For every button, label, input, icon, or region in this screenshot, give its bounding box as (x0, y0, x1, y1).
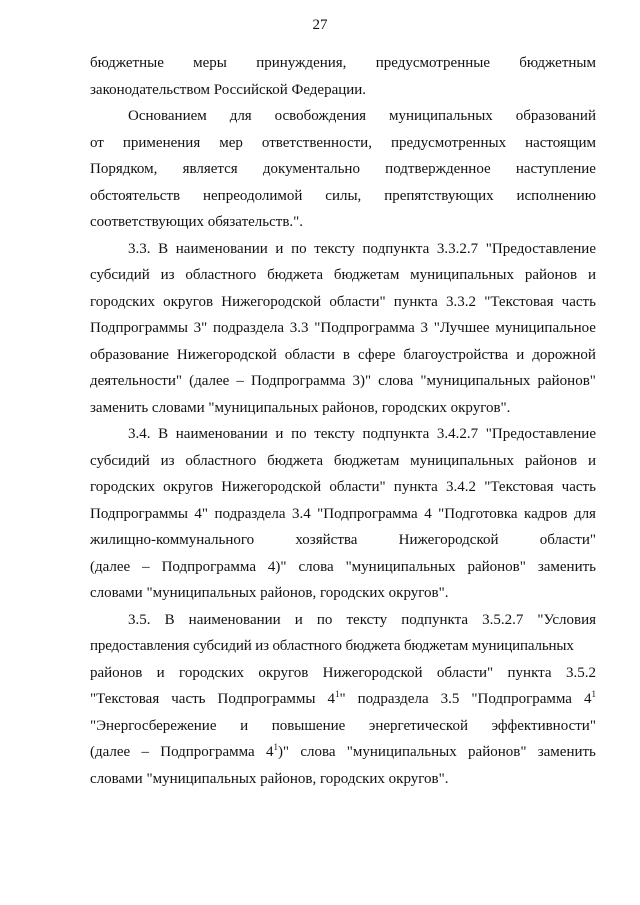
word: применения (122, 134, 201, 151)
word: "Предоставление (485, 426, 596, 442)
text-line: законодательством Российской Федерации. (90, 81, 367, 98)
word: области" (436, 664, 494, 681)
word: тексту (314, 240, 355, 257)
word: городских (90, 479, 155, 495)
word: "Энергосбережение (90, 717, 217, 734)
word: 3.4 (291, 505, 311, 522)
word: исполнению (516, 187, 596, 204)
word: округов (163, 293, 214, 310)
word: слова (378, 373, 414, 389)
word: энергетической (368, 717, 468, 734)
word: подраздела (357, 691, 429, 707)
word: В (158, 240, 169, 257)
word: и (587, 452, 596, 469)
word: области" (539, 532, 596, 548)
word: Подпрограмма (250, 373, 346, 389)
word: 3.3 (289, 320, 309, 336)
word: бюджетные (90, 55, 164, 71)
word: часть (171, 691, 206, 707)
word: районов" (468, 744, 527, 760)
word: $4^1$" (327, 689, 346, 707)
word: (далее (189, 373, 230, 389)
word: бюджета (267, 267, 324, 283)
word: (далее (90, 558, 131, 575)
word: тексту (346, 611, 388, 628)
word: В (164, 611, 175, 628)
word: и (275, 240, 284, 257)
word: Нижегородской (176, 346, 277, 363)
word: часть (561, 479, 596, 495)
word: обстоятельств (90, 187, 181, 204)
word: 3.4. (128, 426, 151, 442)
word: "Текстовая (484, 479, 554, 495)
word: бюджетам (333, 452, 400, 469)
word: областного (185, 267, 257, 283)
word: эффективности" (491, 717, 596, 734)
word: хозяйства (295, 532, 358, 548)
word: наступление (515, 161, 596, 177)
word: "муниципальных (345, 558, 456, 575)
word: часть (561, 293, 596, 310)
word: бюджетам (333, 267, 400, 283)
word: области (284, 346, 335, 363)
word: 3.3. (128, 240, 151, 257)
word: подраздела (213, 320, 285, 336)
text-line: словами "муниципальных районов, городских округов". (90, 585, 449, 601)
text-line (90, 130, 596, 157)
word: 3.4.2 (446, 479, 477, 495)
word: пункта (507, 664, 552, 681)
word: "муниципальных (346, 744, 457, 760)
word: и (275, 426, 284, 442)
text-line (90, 686, 596, 713)
word: Порядком, (90, 161, 158, 177)
text-line (90, 739, 596, 766)
text-line (90, 236, 596, 263)
word: силы, (325, 187, 362, 204)
word: муниципальное (495, 320, 596, 336)
word: и (294, 611, 303, 628)
word: – (141, 744, 149, 760)
word: 3.5 (440, 691, 460, 707)
word: предусмотренные (375, 55, 490, 71)
word: муниципальных (410, 452, 514, 469)
word: Подпрограмма (161, 558, 256, 575)
word: "Предоставление (485, 240, 596, 257)
word: областного (185, 452, 257, 469)
text-line (90, 607, 596, 634)
word: предусмотренных (390, 134, 507, 151)
word: муниципальных (410, 267, 514, 283)
word: 4)" (267, 558, 287, 575)
word: заменить (537, 744, 596, 760)
word: в (342, 346, 351, 363)
word: образований (515, 108, 596, 124)
word: кадров (524, 505, 568, 522)
word: по (291, 426, 307, 442)
word: Нижегородской (221, 479, 322, 495)
text-line (90, 262, 596, 289)
word: бюджетным (519, 55, 596, 71)
word: подпункта (362, 240, 430, 257)
word: по (316, 611, 333, 628)
word: от (90, 134, 104, 151)
word: и (587, 267, 596, 283)
word: подтвержденное (385, 161, 491, 177)
word: "Подпрограмма (471, 691, 572, 707)
text-line (90, 474, 596, 501)
word: для (573, 505, 596, 522)
word: 3 (420, 320, 429, 336)
word: 3)" (352, 373, 372, 389)
word: 3.5.2.7 (482, 611, 524, 628)
text-line: предоставления субсидий из областного бюджета бюджетам муниципальных (90, 638, 574, 654)
word: 3.3.2.7 (436, 240, 479, 257)
word: Подпрограмма (160, 744, 255, 760)
word: 4 (424, 505, 432, 522)
word: из (160, 267, 175, 283)
document-body (90, 50, 596, 792)
word: городских (179, 664, 244, 681)
text-line (90, 315, 596, 342)
word: районов (524, 452, 578, 469)
text-line (90, 342, 596, 369)
word: "Условия (537, 611, 596, 628)
word: $4^1$)" (265, 742, 290, 760)
word: слова (300, 744, 336, 760)
word: сфере (358, 346, 396, 363)
word: подраздела (214, 505, 286, 522)
word: Нижегородской (221, 293, 322, 310)
word: муниципальных (388, 108, 493, 124)
word: субсидий (90, 267, 150, 283)
text-line: соответствующих обязательств.". (90, 214, 304, 230)
text-line: заменить словами "муниципальных районов, городских округов". (90, 399, 511, 416)
word: для (229, 108, 252, 124)
word: пункта (393, 293, 438, 310)
word: "Подпрограмма (317, 505, 418, 522)
word: ответственности, (261, 134, 372, 151)
word: Подпрограммы (90, 505, 188, 522)
word: пункта (393, 479, 438, 495)
word: "Лучшее (433, 320, 490, 336)
text-line (90, 156, 596, 183)
word: тексту (314, 426, 355, 442)
word: является (182, 161, 238, 177)
word: Нижегородской (398, 532, 499, 548)
word: (далее (90, 744, 131, 760)
text-line (90, 554, 596, 581)
text-line (90, 50, 596, 77)
text-line (90, 368, 596, 395)
word: районов" (537, 373, 596, 389)
word: городских (90, 293, 155, 310)
word: непреодолимой (203, 187, 303, 204)
word: повышение (271, 717, 346, 734)
word: $4^1$ (583, 689, 596, 707)
word: документально (262, 161, 360, 177)
word: мер (219, 134, 243, 151)
word: 4" (194, 505, 209, 522)
word: наименовании (188, 611, 281, 628)
word: препятствующих (384, 187, 494, 204)
word: районов (90, 664, 143, 681)
text-line (90, 660, 596, 687)
word: округов (163, 479, 214, 495)
word: слова (298, 558, 334, 575)
word: области" (329, 293, 386, 310)
word: "муниципальных (420, 373, 531, 389)
word: В (158, 426, 169, 442)
word: 3.4.2.7 (436, 426, 479, 442)
page-number: 27 (312, 17, 328, 33)
word: районов (524, 267, 578, 283)
word: 3" (193, 320, 208, 336)
text-line (90, 103, 596, 130)
word: – (142, 558, 150, 575)
text-line (90, 421, 596, 448)
text-line (90, 289, 596, 316)
word: настоящим (525, 134, 596, 151)
word: наименовании (175, 240, 268, 257)
word: области" (329, 479, 386, 495)
word: дорожной (532, 346, 596, 363)
word: из (160, 452, 175, 469)
word: жилищно-коммунального (90, 532, 255, 548)
word: образование (90, 346, 169, 363)
word: субсидий (90, 452, 150, 469)
word: – (236, 373, 244, 389)
word: бюджета (267, 452, 324, 469)
word: районов" (467, 558, 526, 575)
word: деятельности" (90, 373, 182, 389)
word: по (291, 240, 307, 257)
word: и (156, 664, 165, 681)
word: "Текстовая (484, 293, 554, 310)
word: принуждения, (256, 55, 347, 71)
text-line (90, 448, 596, 475)
word: округов (258, 664, 309, 681)
word: освобождения (274, 108, 367, 124)
word: подпункта (362, 426, 430, 442)
word: 3.5. (128, 611, 151, 628)
word: Основанием (128, 108, 207, 124)
word: "Подготовка (438, 505, 518, 522)
text-line (90, 501, 596, 528)
text-line: словами "муниципальных районов, городских округов". (90, 770, 449, 787)
word: подпункта (401, 611, 468, 628)
word: Подпрограммы (90, 320, 188, 336)
text-line (90, 527, 596, 554)
text-line (90, 713, 596, 740)
word: 3.5.2 (565, 664, 596, 681)
word: и (240, 717, 249, 734)
word: заменить (537, 558, 596, 575)
word: Подпрограммы (217, 691, 316, 707)
word: "Подпрограмма (314, 320, 415, 336)
word: Нижегородской (322, 664, 423, 681)
word: наименовании (175, 426, 268, 442)
text-line (90, 183, 596, 210)
word: и (516, 346, 525, 363)
word: благоустройства (403, 346, 509, 363)
word: 3.3.2 (446, 293, 477, 310)
word: меры (193, 55, 227, 71)
word: "Текстовая (90, 691, 160, 707)
